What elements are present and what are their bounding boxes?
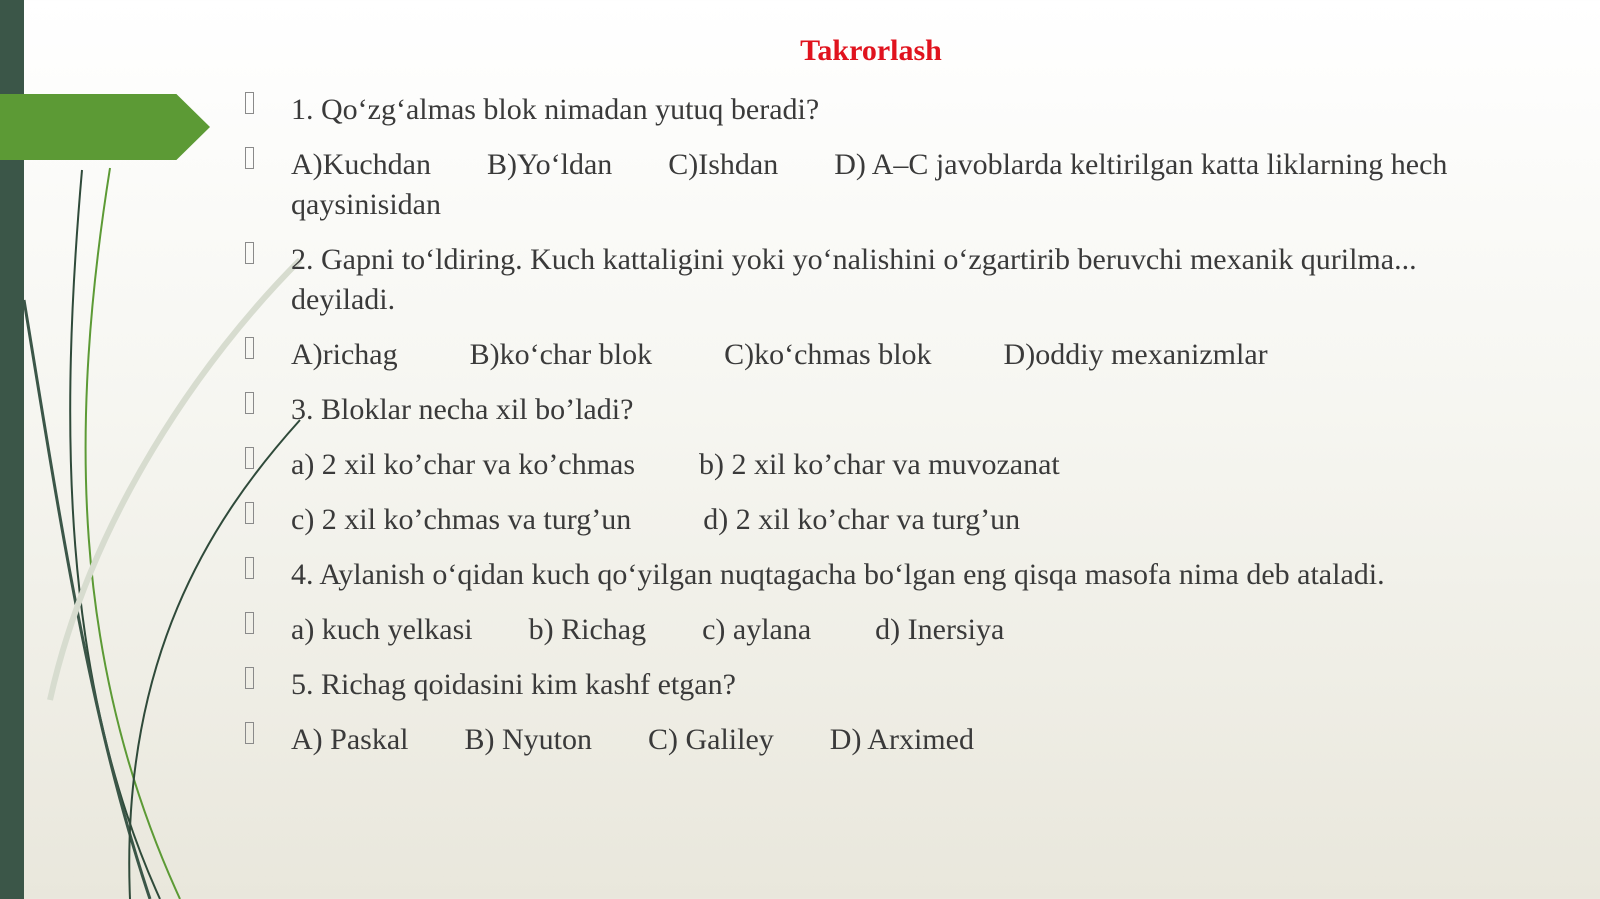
item-text: 1. Qo‘zg‘almas blok nimadan yutuq beradi? bbox=[291, 93, 820, 126]
answer-option: A)richag bbox=[291, 338, 398, 371]
item-text bbox=[291, 145, 1515, 225]
bullet-icon bbox=[245, 337, 254, 359]
answer-option: A) Paskal bbox=[291, 723, 409, 756]
bullet-icon bbox=[245, 392, 254, 414]
question-item bbox=[245, 665, 1515, 705]
item-text bbox=[291, 610, 1515, 650]
answer-option: a) 2 xil ko’char va ko’chmas bbox=[291, 448, 636, 481]
answer-option: A)Kuchdan bbox=[291, 148, 431, 181]
item-text: 4. Aylanish o‘qidan kuch qo‘yilgan nuqtagacha bo‘lgan eng qisqa masofa nima deb ataladi. bbox=[291, 558, 1385, 591]
bullet-icon bbox=[245, 92, 254, 114]
answer-option: C)ko‘chmas blok bbox=[724, 338, 932, 371]
bullet-icon bbox=[245, 242, 254, 264]
answer-option: B)Yo‘ldan bbox=[486, 148, 613, 181]
answer-option: b) Richag bbox=[528, 613, 647, 646]
answer-option: C) Galiley bbox=[647, 723, 774, 756]
item-text: 2. Gapni to‘ldiring. Kuch kattaligini yoki yo‘nalishini o‘zgartirib beruvchi mexanik qurilma... deyiladi. bbox=[291, 243, 1417, 316]
item-text: 5. Richag qoidasini kim kashf etgan? bbox=[291, 668, 736, 701]
bullet-icon bbox=[245, 667, 254, 689]
item-text bbox=[291, 445, 1515, 485]
answer-option: D) Arximed bbox=[829, 723, 974, 756]
item-text bbox=[291, 500, 1515, 540]
bullet-icon bbox=[245, 147, 254, 169]
bullet-icon bbox=[245, 557, 254, 579]
green-arrow-shape bbox=[0, 94, 210, 160]
question-item bbox=[245, 240, 1515, 320]
question-item bbox=[245, 390, 1515, 430]
options-item bbox=[245, 610, 1515, 650]
item-text: 3. Bloklar necha xil bo’ladi? bbox=[291, 393, 634, 426]
answer-option: B) Nyuton bbox=[464, 723, 592, 756]
answer-option: D)oddiy mexanizmlar bbox=[1003, 338, 1268, 371]
question-list bbox=[245, 90, 1515, 775]
bullet-icon bbox=[245, 502, 254, 524]
slide-title: Takrorlash bbox=[800, 34, 942, 67]
answer-option: c) aylana bbox=[702, 613, 812, 646]
bullet-icon bbox=[245, 722, 254, 744]
answer-option: B)ko‘char blok bbox=[469, 338, 653, 371]
options-item bbox=[245, 720, 1515, 760]
options-item bbox=[245, 500, 1515, 540]
bullet-icon bbox=[245, 447, 254, 469]
question-item bbox=[245, 555, 1515, 595]
question-item bbox=[245, 90, 1515, 130]
answer-option: a) kuch yelkasi bbox=[291, 613, 473, 646]
item-text bbox=[291, 335, 1515, 375]
options-item bbox=[245, 445, 1515, 485]
answer-option: C)Ishdan bbox=[668, 148, 779, 181]
answer-option: d) Inersiya bbox=[875, 613, 1005, 646]
answer-option: b) 2 xil ko’char va muvozanat bbox=[699, 448, 1060, 481]
answer-option: d) 2 xil ko’char va turg’un bbox=[703, 503, 1021, 536]
answer-option: D) A–C javoblarda keltirilgan katta liklarning hech qaysinisidan bbox=[291, 148, 1448, 221]
options-item bbox=[245, 335, 1515, 375]
bullet-icon bbox=[245, 612, 254, 634]
answer-option: c) 2 xil ko’chmas va turg’un bbox=[291, 503, 632, 536]
options-item bbox=[245, 145, 1515, 225]
item-text bbox=[291, 720, 1515, 760]
